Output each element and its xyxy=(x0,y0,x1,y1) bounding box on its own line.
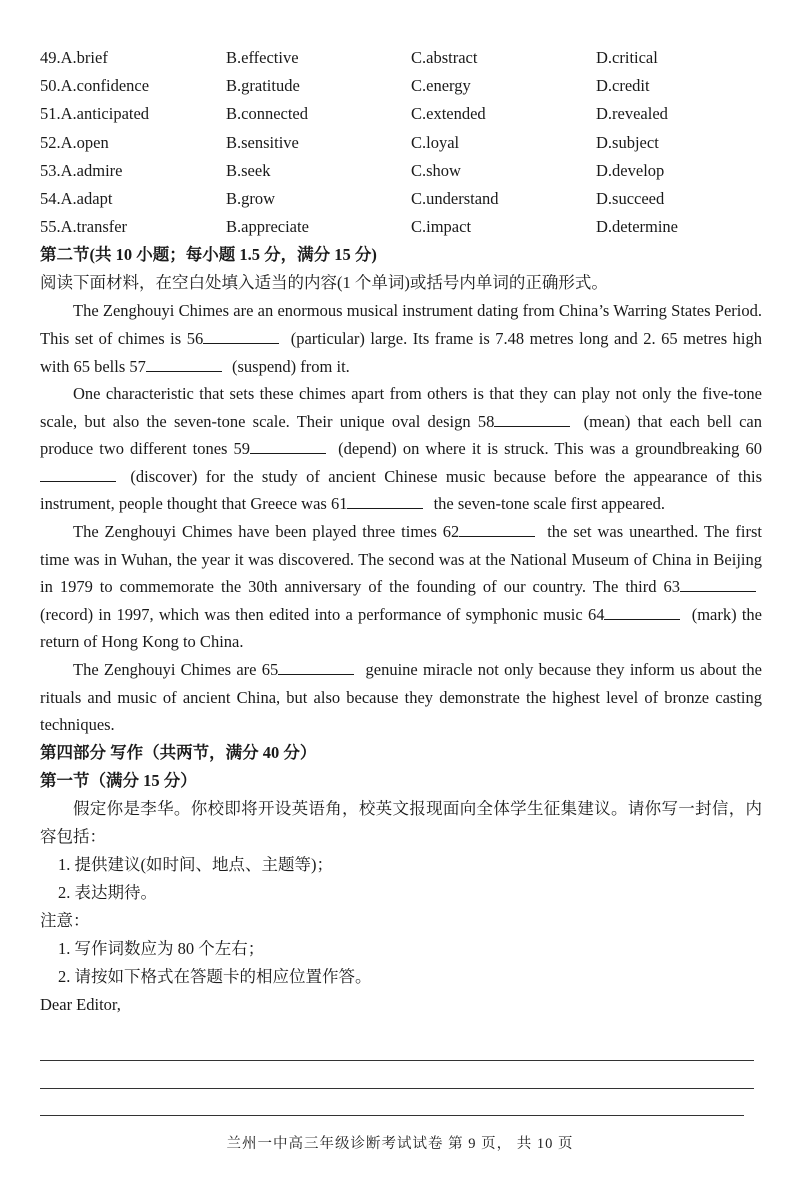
section-2-heading: 第二节(共 10 小题；每小题 1.5 分，满分 15 分) xyxy=(40,245,377,265)
answer-blank-59[interactable] xyxy=(250,439,326,454)
answer-blank-61[interactable] xyxy=(347,494,423,509)
writing-section-1-heading: 第一节（满分 15 分） xyxy=(40,770,197,790)
writing-line-2[interactable] xyxy=(40,1088,754,1089)
mc-row-49 xyxy=(40,44,762,72)
option-a: 50.A.confidence xyxy=(40,76,150,96)
option-b: B.seek xyxy=(226,160,271,180)
option-c: C.impact xyxy=(411,217,472,237)
passage-text: (discover) for the study of ancient Chinese music because before the appearance of this instrument, people thought that Greece was 61 xyxy=(40,466,763,514)
answer-blank-63[interactable] xyxy=(680,577,756,592)
content-item-1: 1. 提供建议(如时间、地点、主题等)； xyxy=(58,854,333,874)
content-item-2: 2. 表达期待。 xyxy=(58,882,157,902)
passage-text: (mean) that each bell can produce two different tones 59 xyxy=(40,411,763,459)
passage-paragraph-2 xyxy=(40,380,762,518)
option-c: C.extended xyxy=(411,104,486,124)
writing-line-1[interactable] xyxy=(40,1060,754,1061)
option-b: B.appreciate xyxy=(226,217,309,237)
option-a: 51.A.anticipated xyxy=(40,104,150,124)
option-a: 53.A.admire xyxy=(40,160,123,180)
option-b: B.effective xyxy=(226,48,299,67)
note-item-1: 1. 写作词数应为 80 个左右； xyxy=(58,938,265,958)
option-a: 49.A.brief xyxy=(40,48,108,67)
option-d: D.subject xyxy=(596,132,659,152)
passage-text: One characteristic that sets these chimes apart from others is that they can play not only the five-tone scale, but also the seven-tone scale. Their unique oval design 58 xyxy=(40,384,762,431)
mc-row-55 xyxy=(40,213,762,241)
option-d: D.succeed xyxy=(596,188,665,208)
passage-text: The Zenghouyi Chimes have been played three times 62 xyxy=(73,522,460,542)
option-c: C.loyal xyxy=(411,132,460,152)
option-c: C.show xyxy=(411,160,461,180)
option-d: D.develop xyxy=(596,160,665,180)
answer-blank-57[interactable] xyxy=(146,357,222,372)
option-a: 54.A.adapt xyxy=(40,188,113,208)
answer-blank-58[interactable] xyxy=(494,412,570,427)
passage-text: (depend) on where it is struck. This was a groundbreaking 60 xyxy=(338,439,762,459)
option-b: B.grow xyxy=(226,188,276,208)
passage-paragraph-3 xyxy=(40,518,762,656)
option-a: 55.A.transfer xyxy=(40,217,128,237)
option-a: 52.A.open xyxy=(40,132,109,152)
passage-text: the set was unearthed. The first time was in Wuhan, the year it was discovered. The second was at the National Museum of China in Beijing in 1979 to commemorate the 30th anniversary of the founding of our country. The third 63 xyxy=(40,522,762,597)
mc-row-53 xyxy=(40,157,762,185)
option-b: B.connected xyxy=(226,104,309,124)
answer-blank-62[interactable] xyxy=(459,522,535,537)
note-item-2: 2. 请按如下格式在答题卡的相应位置作答。 xyxy=(58,966,372,986)
mc-row-54 xyxy=(40,185,762,213)
option-d: D.critical xyxy=(596,48,658,67)
answer-blank-56[interactable] xyxy=(203,329,279,344)
passage-text: (mark) the return of Hong Kong to China. xyxy=(40,604,763,652)
option-d: D.credit xyxy=(596,76,650,96)
option-d: D.revealed xyxy=(596,104,668,124)
passage-text: The Zenghouyi Chimes are 65 xyxy=(73,660,279,680)
passage-text: genuine miracle not only because they inform us about the rituals and music of ancient China, but also because they demonstrate the highest level of bronze casting techniques. xyxy=(40,660,763,735)
option-d: D.determine xyxy=(596,217,679,237)
answer-blank-65[interactable] xyxy=(278,660,354,675)
passage-text: the seven-tone scale first appeared. xyxy=(433,494,665,514)
answer-blank-64[interactable] xyxy=(604,605,680,620)
writing-line-3[interactable] xyxy=(40,1115,744,1116)
passage-paragraph-4 xyxy=(40,656,762,739)
part-4-heading: 第四部分 写作（共两节，满分 40 分） xyxy=(40,742,317,762)
mc-row-51 xyxy=(40,100,762,128)
passage-text: (record) in 1997, which was then edited into a performance of symphonic music 64 xyxy=(40,604,605,624)
letter-salutation: Dear Editor, xyxy=(40,994,121,1014)
option-c: C.abstract xyxy=(411,48,478,67)
passage-paragraph-1 xyxy=(40,297,762,380)
passage-text: The Zenghouyi Chimes are an enormous musical instrument dating from China’s Warring States Period. This set of chimes is 56 xyxy=(40,301,762,348)
option-c: C.energy xyxy=(411,76,471,96)
mc-row-50 xyxy=(40,72,762,100)
mc-row-52 xyxy=(40,129,762,157)
multiple-choice-options xyxy=(40,44,762,241)
option-b: B.gratitude xyxy=(226,76,300,96)
option-c: C.understand xyxy=(411,188,499,208)
notes-label: 注意： xyxy=(40,910,90,930)
writing-prompt: 假定你是李华。你校即将开设英语角，校英文报现面向全体学生征集建议。请你写一封信，内容包括： xyxy=(40,798,762,846)
passage-text: (suspend) from it. xyxy=(232,356,350,376)
page-footer: 兰州一中高三年级诊断考试试卷 第 9 页， 共 10 页 xyxy=(226,1136,574,1152)
option-b: B.sensitive xyxy=(226,132,299,152)
answer-blank-60[interactable] xyxy=(40,467,116,482)
section-2-instruction: 阅读下面材料，在空白处填入适当的内容(1 个单词)或括号内单词的正确形式。 xyxy=(40,273,608,293)
passage-text: (particular) large. Its frame is 7.48 metres long and 2. 65 metres high with 65 bells 57 xyxy=(40,328,763,376)
exam-page xyxy=(40,44,762,1019)
